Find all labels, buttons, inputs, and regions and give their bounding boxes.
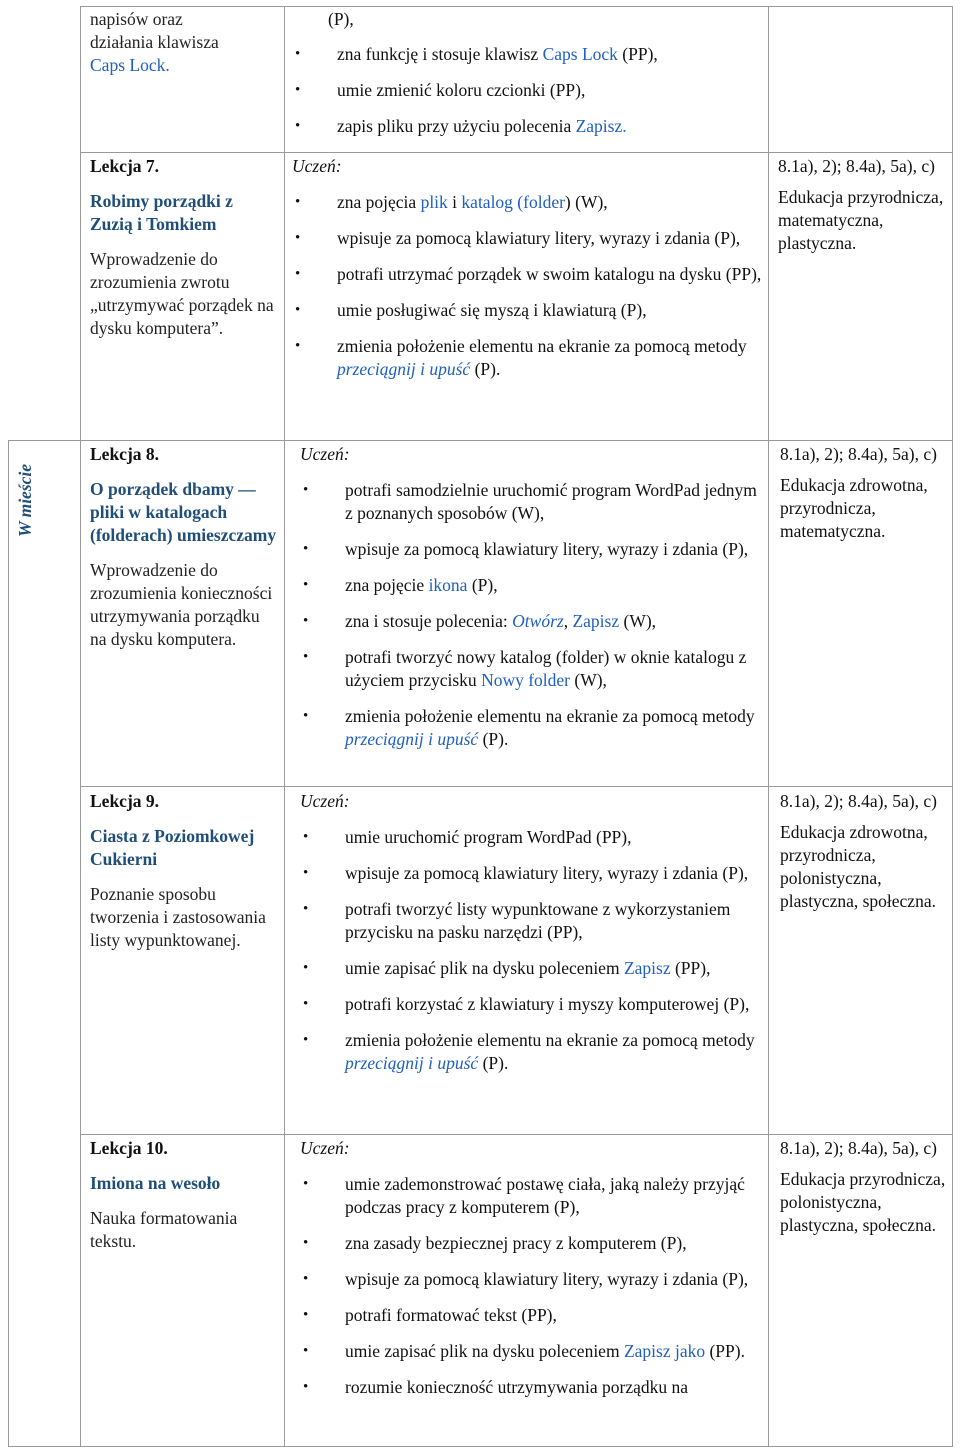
highlighted-term: Nowy folder <box>481 670 570 690</box>
outcome-item <box>292 335 762 381</box>
outcome-item <box>300 1029 762 1075</box>
outcome-text: (PP), <box>670 958 711 978</box>
outcome-text: zmienia położenie elementu na ekranie za pomocą metody <box>337 336 747 356</box>
outcome-item <box>300 1304 762 1327</box>
table-border <box>8 440 9 1447</box>
outcome-item <box>292 115 762 138</box>
outcome-item <box>292 299 762 322</box>
outcome-text: wpisuje za pomocą klawiatury litery, wyrazy i zdania (P), <box>345 863 749 883</box>
outcome-item <box>300 898 762 944</box>
outcome-text: (P). <box>478 729 509 749</box>
outcome-text: i <box>447 192 462 212</box>
outcome-list <box>292 191 762 381</box>
outcome-item <box>292 263 762 286</box>
education-areas: Edukacja przyrodnicza, polonistyczna, plastyczna, społeczna. <box>780 1169 946 1235</box>
outcome-text: zna pojęcie <box>345 575 429 595</box>
outcome-text: potrafi tworzyć listy wypunktowane z wykorzystaniem przycisku na pasku narzędzi (PP), <box>345 899 731 942</box>
outcome-text: zmienia położenie elementu na ekranie za pomocą metody <box>345 1030 755 1050</box>
top-row-description: napisów oraz działania klawisza Caps Lock. <box>90 9 219 75</box>
outcome-text: potrafi formatować tekst (PP), <box>345 1305 557 1325</box>
outcome-list <box>300 479 762 751</box>
outcome-text: umie uruchomić program WordPad (PP), <box>345 827 632 847</box>
outcome-item <box>300 538 762 561</box>
highlighted-term: Zapisz <box>572 611 620 631</box>
outcome-item <box>292 227 762 250</box>
outcome-text: zmienia położenie elementu na ekranie za pomocą metody <box>345 706 755 726</box>
outcome-text: wpisuje za pomocą klawiatury litery, wyrazy i zdania (P), <box>345 539 749 559</box>
lesson-description: Wprowadzenie do zrozumienia konieczności utrzymywania porządku na dysku komputera. <box>90 560 273 649</box>
lesson-cell <box>90 1137 280 1253</box>
education-areas: Edukacja zdrowotna, przyrodnicza, polonistyczna, plastyczna, społeczna. <box>780 822 936 911</box>
outcome-text: wpisuje za pomocą klawiatury litery, wyrazy i zdania (P), <box>345 1269 749 1289</box>
lesson-subtitle: Robimy porządki z Zuzią i Tomkiem <box>90 191 233 234</box>
outcome-item <box>300 957 762 980</box>
outcome-item <box>300 826 762 849</box>
outcome-item <box>300 705 762 751</box>
outcome-text: (P). <box>470 359 501 379</box>
highlighted-term: Caps Lock <box>542 44 618 64</box>
refs-cell <box>778 155 950 255</box>
highlighted-term: Zapisz jako <box>623 1341 706 1361</box>
outcome-text: umie zapisać plik na dysku poleceniem <box>345 1341 624 1361</box>
outcomes-cell <box>300 1137 762 1412</box>
outcome-item <box>300 646 762 692</box>
highlighted-term: przeciągnij i upuść <box>337 359 471 379</box>
outcome-text: umie zmienić koloru czcionki (PP), <box>337 80 586 100</box>
highlighted-term: przeciągnij i upuść <box>345 729 479 749</box>
highlighted-term: Zapisz <box>623 958 671 978</box>
table-border <box>80 1134 952 1135</box>
outcome-item <box>300 1340 762 1363</box>
lesson-title: Lekcja 8. <box>90 444 160 464</box>
top-row-outcomes <box>292 8 762 151</box>
outcome-text: zna i stosuje polecenia: <box>345 611 513 631</box>
lesson-subtitle: O porządek dbamy — pliki w katalogach (folderach) umieszczamy <box>90 479 277 545</box>
student-label: Uczeń: <box>300 444 350 464</box>
section-label <box>12 450 40 550</box>
outcome-item <box>300 1232 762 1255</box>
refs-cell <box>780 790 950 913</box>
outcome-item <box>300 574 762 597</box>
outcome-item <box>300 993 762 1016</box>
curriculum-refs: 8.1a), 2); 8.4a), 5a), c) <box>780 1138 937 1158</box>
lesson-title: Lekcja 9. <box>90 791 160 811</box>
outcome-list <box>300 826 762 1075</box>
outcome-text: (P). <box>478 1053 509 1073</box>
outcome-item <box>292 43 762 66</box>
outcome-text: wpisuje za pomocą klawiatury litery, wyrazy i zdania (P), <box>337 228 741 248</box>
highlighted-term: katalog (folder <box>461 192 565 212</box>
highlighted-term: ikona <box>428 575 468 595</box>
lesson-description: Wprowadzenie do zrozumienia zwrotu „utrzymywać porządek na dysku komputera”. <box>90 249 274 338</box>
outcome-text: potrafi utrzymać porządek w swoim katalogu na dysku (PP), <box>337 264 762 284</box>
student-label: Uczeń: <box>292 156 342 176</box>
outcome-item <box>292 79 762 102</box>
outcome-text: potrafi tworzyć nowy katalog (folder) w oknie katalogu z użyciem przycisku <box>345 647 747 690</box>
outcome-text: rozumie konieczność utrzymywania porządku na <box>345 1377 689 1397</box>
table-border <box>80 152 952 153</box>
table-border <box>8 1446 952 1447</box>
outcome-text: (W), <box>619 611 657 631</box>
outcome-item <box>292 191 762 214</box>
outcome-text: umie zapisać plik na dysku poleceniem <box>345 958 624 978</box>
outcome-text: zna funkcję i stosuje klawisz <box>337 44 543 64</box>
outcome-text: zna zasady bezpiecznej pracy z komputerem (P), <box>345 1233 687 1253</box>
table-border <box>80 6 952 7</box>
lesson-description: Nauka formatowania tekstu. <box>90 1208 238 1251</box>
lesson-cell <box>90 443 280 651</box>
lesson-subtitle: Imiona na wesoło <box>90 1173 221 1193</box>
highlighted-term: Otwórz <box>512 611 564 631</box>
curriculum-refs: 8.1a), 2); 8.4a), 5a), c) <box>780 791 937 811</box>
outcome-text: potrafi korzystać z klawiatury i myszy komputerowej (P), <box>345 994 750 1014</box>
highlighted-term: plik <box>420 192 448 212</box>
lesson-cell <box>90 155 280 340</box>
student-label: Uczeń: <box>300 1138 350 1158</box>
outcome-text: (W), <box>570 670 607 690</box>
highlighted-term: Zapisz. <box>575 116 627 136</box>
outcome-item <box>300 862 762 885</box>
outcome-text: umie zademonstrować postawę ciała, jaką należy przyjąć podczas pracy z komputerem (P), <box>345 1174 745 1217</box>
outcome-text: (P), <box>467 575 498 595</box>
curriculum-refs: 8.1a), 2); 8.4a), 5a), c) <box>780 444 937 464</box>
outcome-text: zapis pliku przy użyciu polecenia <box>337 116 576 136</box>
outcome-text: (PP), <box>617 44 658 64</box>
table-border <box>80 786 952 787</box>
table-border <box>80 6 81 1447</box>
outcomes-cell <box>292 155 762 394</box>
top-row-first-line: (P), <box>328 9 354 29</box>
table-border <box>952 6 953 1447</box>
outcome-item <box>300 1268 762 1291</box>
outcome-item <box>300 610 762 633</box>
lesson-title: Lekcja 10. <box>90 1138 168 1158</box>
refs-cell <box>780 443 950 543</box>
lesson-title: Lekcja 7. <box>90 156 160 176</box>
lesson-subtitle: Ciasta z Poziomkowej Cukierni <box>90 826 255 869</box>
curriculum-refs: 8.1a), 2); 8.4a), 5a), c) <box>778 156 935 176</box>
outcome-item <box>300 1173 762 1219</box>
student-label: Uczeń: <box>300 791 350 811</box>
outcomes-cell <box>300 790 762 1088</box>
outcome-item <box>300 479 762 525</box>
outcome-text: (PP). <box>705 1341 745 1361</box>
lesson-cell <box>90 790 280 952</box>
section-label-text: W mieście <box>15 463 36 537</box>
outcome-text: potrafi samodzielnie uruchomić program WordPad jednym z poznanych sposobów (W), <box>345 480 757 523</box>
education-areas: Edukacja zdrowotna, przyrodnicza, matematyczna. <box>780 475 928 541</box>
lesson-description: Poznanie sposobu tworzenia i zastosowania listy wypunktowanej. <box>90 884 266 950</box>
top-row-bullet-list <box>292 43 762 138</box>
outcome-text: umie posługiwać się myszą i klawiaturą (P), <box>337 300 647 320</box>
outcome-text: ) (W), <box>564 192 608 212</box>
education-areas: Edukacja przyrodnicza, matematyczna, plastyczna. <box>778 187 944 253</box>
table-border <box>284 6 285 1447</box>
table-border <box>768 6 769 1447</box>
table-border <box>8 440 952 441</box>
outcome-text: , <box>563 611 573 631</box>
highlighted-term: przeciągnij i upuść <box>345 1053 479 1073</box>
outcomes-cell <box>300 443 762 764</box>
refs-cell <box>780 1137 950 1237</box>
outcome-item <box>300 1376 762 1399</box>
outcome-text: zna pojęcia <box>337 192 421 212</box>
outcome-list <box>300 1173 762 1399</box>
